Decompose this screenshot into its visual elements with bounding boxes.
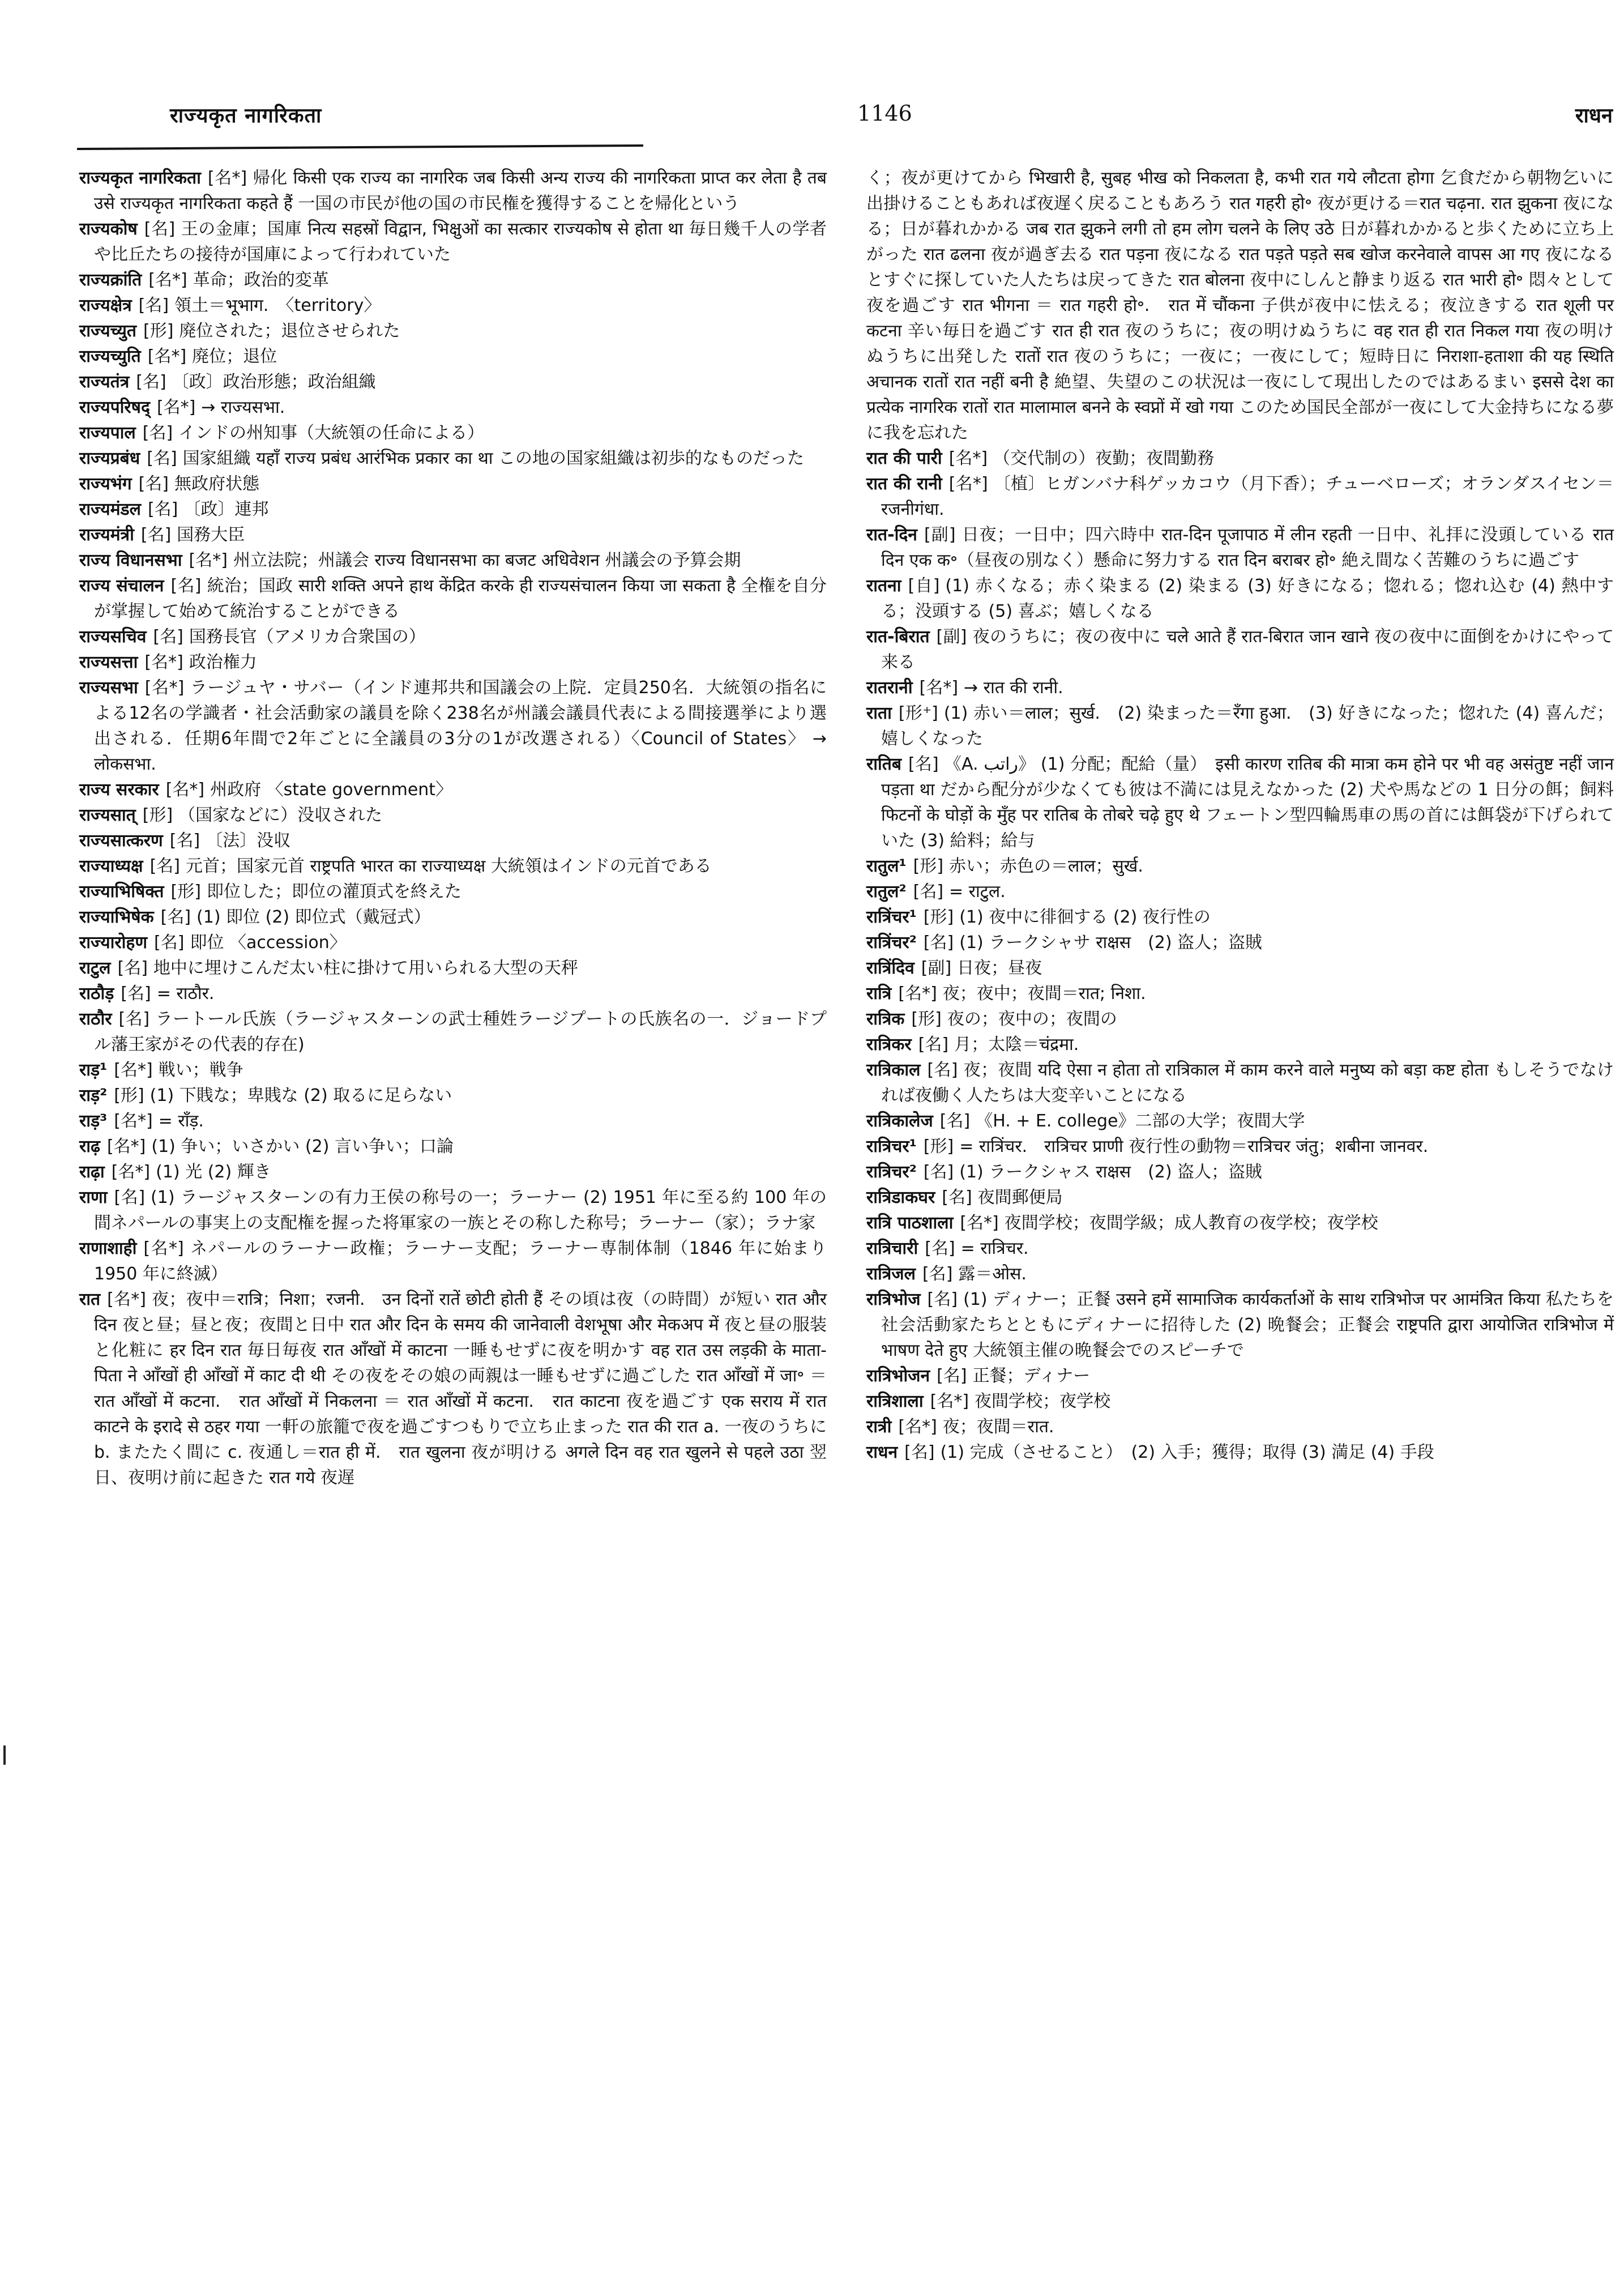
entry-headword: रात्रिकर	[866, 1035, 912, 1055]
entry-headword: रात्री	[866, 1417, 892, 1437]
entry-pos-tag: [名]	[922, 1264, 953, 1284]
dictionary-entry	[79, 293, 827, 318]
right-column	[866, 165, 1614, 2278]
entry-definition: 夜の；夜中の；夜間の	[947, 1009, 1117, 1029]
entry-definition: 露＝ओस.	[958, 1264, 1027, 1284]
entry-headword: राधन	[866, 1442, 898, 1462]
entry-definition: 夜間郵便局	[977, 1188, 1063, 1207]
entry-definition: (1) 光 (2) 輝き	[156, 1162, 271, 1182]
header-guideword-left: राज्यकृत नागरिकता	[170, 104, 322, 127]
entry-pos-tag: [名]	[154, 933, 185, 953]
entry-headword: राज्यमंडल	[79, 500, 141, 519]
dictionary-entry	[79, 879, 827, 904]
dictionary-entry	[866, 1159, 1614, 1185]
entry-pos-tag: [名]	[169, 831, 200, 851]
entry-definition: → राज्यसभा.	[201, 398, 285, 417]
entry-pos-tag: [名]	[918, 1035, 949, 1055]
dictionary-entry	[866, 930, 1614, 955]
entry-headword: राज्यसात्	[79, 805, 136, 825]
dictionary-entry	[79, 471, 827, 497]
entry-pos-tag: [名]	[118, 1009, 150, 1029]
dictionary-entry	[866, 1363, 1614, 1389]
entry-definition: (1) 赤くなる；赤く染まる (2) 染まる (3) 好きになる；惚れる；惚れ込む (4) 熱中する；没頭する (5) 喜ぶ；嬉しくなる	[881, 576, 1614, 621]
dictionary-entry	[79, 1236, 827, 1287]
dictionary-entry	[79, 1185, 827, 1236]
entry-definition: 国務大臣	[177, 525, 245, 545]
entry-headword: राज्याध्यक्ष	[79, 856, 143, 876]
entry-headword: राड़³	[79, 1111, 108, 1131]
dictionary-entry	[866, 446, 1614, 471]
entry-headword: राज्यप्रबंध	[79, 449, 140, 468]
entry-definition: 革命；政治的変革	[193, 270, 329, 290]
entry-definition: → रात की रानी.	[964, 678, 1063, 698]
entry-definition: 夜間学校；夜間学級；成人教育の夜学校；夜学校	[1004, 1213, 1378, 1233]
dictionary-entry	[79, 930, 827, 955]
entry-headword: रात-दिन	[866, 525, 917, 545]
entry-definition: 無政府状態	[174, 474, 260, 494]
page-number: 1146	[857, 101, 912, 126]
entry-definition: (1) ラージャスターンの有力王侯の称号の一；ラーナー (2) 1951 年に至る約 100 年の間ネパールの事実上の支配権を握った将軍家の一族とその称した称号；ラーナー（家）；ラナ家	[94, 1188, 827, 1233]
entry-definition: 〔法〕没収	[206, 831, 291, 851]
dictionary-entry	[866, 1134, 1614, 1159]
entry-definition: (1) 争い；いさかい (2) 言い争い；口論	[151, 1137, 454, 1156]
dictionary-entry	[79, 675, 827, 777]
entry-definition: 戦い；戦争	[158, 1060, 243, 1080]
dictionary-entry	[866, 1287, 1614, 1363]
margin-scan-mark	[3, 1745, 6, 1765]
entry-pos-tag: [副]	[936, 627, 967, 647]
entry-definition: 《H. + E. college》二部の大学；夜間大学	[976, 1111, 1305, 1131]
entry-headword: राज्यक्षेत्र	[79, 296, 132, 315]
dictionary-entry	[79, 1159, 827, 1185]
header-guideword-right: राधन	[1575, 104, 1613, 127]
dictionary-entry	[79, 522, 827, 548]
entry-pos-tag: [名*]	[156, 398, 196, 417]
dictionary-entry	[866, 1236, 1614, 1261]
entry-continuation	[866, 165, 1614, 446]
dictionary-entry	[79, 1057, 827, 1083]
dictionary-entry	[866, 853, 1614, 879]
dictionary-entry	[79, 446, 827, 471]
entry-definition: 地中に埋けこんだ太い柱に掛けて用いられる大型の天秤	[153, 958, 578, 978]
entry-headword: राज्याभिषेक	[79, 907, 154, 927]
dictionary-entry	[866, 981, 1614, 1006]
entry-pos-tag: [形]	[913, 856, 944, 876]
entry-definition: = रात्रिचर.	[960, 1239, 1029, 1258]
entry-headword: राज्यसत्ता	[79, 652, 138, 672]
header-rule	[77, 144, 643, 150]
entry-headword: राज्यच्युत	[79, 321, 136, 341]
entry-pos-tag: [名*]	[165, 780, 205, 800]
dictionary-entry	[79, 955, 827, 981]
dictionary-entry	[79, 420, 827, 446]
dictionary-entry	[79, 828, 827, 853]
entry-definition: (1) ディナー；正餐 उसने हमें सामाजिक कार्यकर्ताओं के साथ रात्रिभोज पर आमंत्रित किया 私たちを社会活動家たちとともにディナーに招待した (2) 晩餐会；正餐会 राष्ट्रपति द्वारा आयोजित रात्रिभोज में भाषण देते हुए 大統領主催の晩餐会でのスピーチで	[881, 1290, 1614, 1360]
entry-headword: रात्रि पाठशाला	[866, 1213, 954, 1233]
dictionary-entry	[79, 1134, 827, 1159]
dictionary-entry	[866, 1261, 1614, 1287]
entry-headword: राज्याभिषिक्त	[79, 882, 164, 902]
entry-pos-tag: [名*]	[898, 1417, 937, 1437]
entry-pos-tag: [名*]	[919, 678, 959, 698]
entry-headword: राढ़ा	[79, 1162, 105, 1182]
entry-definition: 夜；夜中＝रात्रि；निशा；रजनी. उन दिनों रातें छोटी होती हैं その頃は夜（の時間）が短い रात और दिन 夜と昼；昼と夜；夜間と日中 रात और दिन के समय की जानेवाली वेशभूषा और मेकअप में 夜と昼の服装と化粧に हर दिन रात 毎日毎夜 रात आँखों में काटना 一睡もせずに夜を明かす वह रात उस लड़की के माता-पिता ने आँखों ही आँखों में काट दी थी その夜をその娘の両親は一睡もせずに過ごした रात आँखों में जा॰ ＝ रात आँखों में कटना. रात आँखों में निकलना ＝ रात आँखों में कटना. रात काटना 夜を過ごす एक सराय में रात काटने के इरादे से ठहर गया 一軒の旅籠で夜を過ごすつもりで立ち止まった रात की रात a. 一夜のうちに b. またたく間に c. 夜通し＝रात ही में. रात खुलना 夜が明ける अगले दिन वह रात खुलने से पहले उठा 翌日、夜明け前に起きた रात गये 夜遅	[94, 1290, 827, 1488]
dictionary-entry	[79, 853, 827, 879]
entry-definition: ラージュヤ・サバー（インド連邦共和国議会の上院．定員250名．大統領の指名による12名の学識者・社会活動家の議員を除く238名が州議会議員代表による間接選挙により選出される．任期6年間で2年ごとに全議員の3分の1が改選される）〈Council of States〉 → लोकसभा.	[94, 678, 827, 774]
dictionary-entry	[866, 522, 1614, 573]
dictionary-entry	[866, 1440, 1614, 1465]
entry-definition: 政治権力	[189, 652, 257, 672]
entry-headword: राज्यकोष	[79, 219, 138, 239]
entry-pos-tag: [形]	[114, 1086, 144, 1106]
entry-definition: 〔植〕ヒガンバナ科ゲッカコウ（月下香）；チューベローズ；オランダスイセン＝रजनीगंधा.	[881, 474, 1614, 519]
dictionary-entry	[79, 573, 827, 624]
entry-headword: रात्रिक	[866, 1009, 905, 1029]
entry-headword: राणा	[79, 1188, 108, 1207]
entry-definition: 夜；夜間 यदि ऐसा न होता तो रात्रिकाल में काम करने वाले मनुष्य को बड़ा कष्ट होता もしそうでなければ夜働く人たちは大変辛いことになる	[881, 1060, 1614, 1106]
entry-pos-tag: [名*]	[148, 270, 187, 290]
dictionary-entry	[79, 1083, 827, 1108]
entry-headword: राज्य विधानसभा	[79, 550, 182, 570]
entry-definition: = राठौर.	[156, 984, 215, 1004]
entry-headword: रात्रिचर¹	[866, 1137, 917, 1156]
entry-headword: राटुल	[79, 958, 111, 978]
entry-pos-tag: [名*]	[106, 1137, 146, 1156]
entry-definition: く；夜が更けてから भिखारी है, सुबह भीख को निकलता है, कभी रात गये लौटता होगा 乞食だから朝物乞いに出掛けることもあれば夜遅く戻ることもあろう रात गहरी हो॰ 夜が更ける＝रात चढ़ना. रात झुकना 夜になる；日が暮れかかる जब रात झुकने लगी तो हम लोग चलने के लिए उठे 日が暮れかかると歩くために立ち上がった रात ढलना 夜が過ぎ去る रात पड़ना 夜になる रात पड़ते पड़ते सब खोज करनेवाले वापस आ गए 夜になるとすぐに探していた人たちは戻ってきた रात बोलना 夜中にしんと静まり返る रात भारी हो॰ 悶々として夜を過ごす रात भीगना ＝ रात गहरी हो॰. रात में चौंकना 子供が夜中に怯える；夜泣きする रात शूली पर कटना 辛い毎日を過ごす रात ही रात 夜のうちに；夜の明けぬうちに वह रात ही रात निकल गया 夜の明けぬうちに出発した रातों रात 夜のうちに；一夜に；一夜にして；短時日に निराशा-हताशा की यह स्थिति अचानक रातों रात नहीं बनी है 絶望、失望のこの状況は一夜にして現出したのではあるまい इससे देश का प्रत्येक नागरिक रातों रात मालामाल बनने के स्वप्नों में खो गया このため国民全部が一夜にして大金持ちになる夢に我を忘れた	[866, 168, 1614, 443]
entry-pos-tag: [名]	[117, 958, 148, 978]
entry-headword: रात्रिंचर²	[866, 933, 917, 953]
entry-pos-tag: [名]	[138, 296, 169, 315]
entry-headword: राठौर	[79, 1009, 112, 1029]
entry-pos-tag: [名]	[942, 1188, 972, 1207]
entry-pos-tag: [名]	[149, 856, 180, 876]
entry-headword: राज्य सरकार	[79, 780, 159, 800]
entry-headword: राज्यसात्करण	[79, 831, 163, 851]
entry-definition: = राँड़.	[158, 1111, 204, 1131]
entry-headword: रात	[79, 1290, 101, 1309]
dictionary-entry	[866, 955, 1614, 981]
entry-headword: रात्रिडाकघर	[866, 1188, 935, 1207]
entry-definition: (1) ラークシャサ राक्षस (2) 盗人；盗賊	[959, 933, 1263, 953]
entry-headword: राज्यकृत नागरिकता	[79, 168, 201, 188]
entry-definition: (1) 完成（させること） (2) 入手；獲得；取得 (3) 満足 (4) 手段	[940, 1442, 1434, 1462]
entry-pos-tag: [自]	[908, 576, 940, 596]
entry-headword: राढ़	[79, 1137, 100, 1156]
entry-pos-tag: [名]	[170, 576, 202, 596]
dictionary-entry	[79, 1108, 827, 1134]
entry-pos-tag: [形]	[143, 321, 174, 341]
entry-pos-tag: [形]	[923, 1137, 954, 1156]
dictionary-entry	[866, 624, 1614, 675]
entry-definition: 帰化 किसी एक राज्य का नागरिक जब किसी अन्य राज्य की नागरिकता प्राप्त कर लेता है तब उसे राज्यकृत नागरिकता कहते हैं 一国の市民が他の国の市民権を獲得することを帰化という	[94, 168, 827, 214]
entry-pos-tag: [名*]	[207, 168, 247, 188]
entry-pos-tag: [名]	[147, 449, 177, 468]
entry-pos-tag: [名]	[925, 1239, 955, 1258]
entry-definition: 日夜；一日中；四六時中 रात-दिन पूजापाठ में लीन रहती 一日中、礼拝に没頭している रात दिन एक क॰（昼夜の別なく）懸命に努力する रात दिन बराबर हो॰ 絶え間なく苦難のうちに過ごす	[881, 525, 1614, 570]
entry-headword: रात्रि	[866, 984, 892, 1004]
dictionary-entry	[866, 904, 1614, 930]
entry-pos-tag: [名*]	[114, 1060, 153, 1080]
entry-definition: 夜間学校；夜学校	[975, 1392, 1111, 1411]
entry-definition: = राटुल.	[949, 882, 1006, 902]
entry-headword: रात्रिंदिव	[866, 958, 914, 978]
entry-definition: 月；太陰＝चंद्रमा.	[954, 1035, 1079, 1055]
entry-pos-tag: [名]	[142, 423, 173, 443]
entry-pos-tag: [名]	[147, 500, 178, 519]
entry-headword: राज्यभंग	[79, 474, 132, 494]
entry-headword: रात्रिचर²	[866, 1162, 917, 1182]
entry-pos-tag: [名*]	[111, 1162, 151, 1182]
running-header	[170, 101, 1613, 129]
entry-pos-tag: [名]	[153, 627, 183, 647]
entry-pos-tag: [名*]	[144, 678, 185, 698]
dictionary-entry	[79, 803, 827, 828]
entry-pos-tag: [名*]	[898, 984, 937, 1004]
entry-definition: （交代制の）夜勤；夜間勤務	[993, 449, 1215, 468]
entry-definition: 州政府 〈state government〉	[210, 780, 453, 800]
dictionary-entry	[866, 573, 1614, 624]
dictionary-entry	[79, 267, 827, 293]
dictionary-entry	[79, 624, 827, 650]
entry-headword: रात-बिरात	[866, 627, 930, 647]
entry-definition: 即位 〈accession〉	[190, 933, 347, 953]
entry-definition: (1) 赤い＝लाल；सुर्ख. (2) 染まった＝रँगा हुआ. (3) 好きになった；惚れた (4) 喜んだ；嬉しくなった	[881, 703, 1614, 749]
entry-definition: 統治；国政 सारी शक्ति अपने हाथ केंद्रित करके ही राज्यसंचालन किया जा सकता है 全権を自分が掌握して始めて統治することができる	[94, 576, 827, 621]
dictionary-entry	[79, 216, 827, 267]
dictionary-entry	[866, 471, 1614, 522]
entry-headword: रात्रिचारी	[866, 1239, 918, 1258]
entry-headword: रात्रिभोजन	[866, 1366, 930, 1386]
entry-pos-tag: [副]	[921, 958, 952, 978]
entry-headword: राज्यतंत्र	[79, 372, 130, 392]
dictionary-entry	[866, 1185, 1614, 1210]
entry-definition: 夜；夜中；夜間＝रात; निशा.	[942, 984, 1146, 1004]
entry-definition: 〔政〕政治形態；政治組織	[172, 372, 376, 392]
entry-pos-tag: [名]	[121, 984, 151, 1004]
entry-headword: राज्यारोहण	[79, 933, 148, 953]
entry-pos-tag: [名]	[927, 1290, 958, 1309]
entry-definition: (1) 夜中に徘徊する (2) 夜行性の	[959, 907, 1211, 927]
entry-definition: 《A. راتب》 (1) 分配；配給（量） इसी कारण रातिब की मात्रा कम होने पर भी वह असंतुष्ट नहीं जान पड़ता था だから配分が少なくても彼は不満には見えなかった (2) 犬や馬などの 1 日分の餌；飼料 फिटनों के घोड़ों के मुँह पर रातिब के तोबरे चढ़े हुए थे フェートン型四輪馬車の馬の首には餌袋が下げられていた (3) 給料；給与	[881, 754, 1614, 851]
entry-headword: राड़²	[79, 1086, 108, 1106]
entry-pos-tag: [名*]	[960, 1213, 999, 1233]
entry-pos-tag: [名*]	[189, 550, 228, 570]
entry-definition: 廃位された；退位させられた	[179, 321, 400, 341]
dictionary-entry	[866, 675, 1614, 701]
entry-pos-tag: [名*]	[144, 652, 183, 672]
entry-headword: रात्रिंचर¹	[866, 907, 917, 927]
entry-headword: राज्यपरिषद्	[79, 398, 150, 417]
dictionary-entry	[866, 879, 1614, 904]
entry-headword: राज्य संचालन	[79, 576, 164, 596]
entry-headword: रातिब	[866, 754, 902, 774]
dictionary-entry	[79, 1287, 827, 1491]
entry-pos-tag: [名]	[923, 933, 954, 953]
entry-headword: राज्यसभा	[79, 678, 138, 698]
entry-headword: राणाशाही	[79, 1239, 137, 1258]
dictionary-entry	[866, 1108, 1614, 1134]
entry-pos-tag: [名]	[937, 1366, 967, 1386]
entry-pos-tag: [名]	[927, 1060, 958, 1080]
dictionary-entry	[79, 395, 827, 420]
entry-pos-tag: [名*]	[107, 1290, 146, 1309]
dictionary-entry	[79, 318, 827, 344]
entry-headword: रात्रिकालेज	[866, 1111, 933, 1131]
dictionary-entry	[866, 1414, 1614, 1440]
entry-pos-tag: [名]	[136, 372, 166, 392]
entry-headword: रात्रिभोज	[866, 1290, 921, 1309]
entry-pos-tag: [名*]	[948, 474, 988, 494]
dictionary-entry	[79, 777, 827, 803]
entry-headword: राज्यमंत्री	[79, 525, 134, 545]
dictionary-entry	[866, 1057, 1614, 1108]
entry-headword: रातुल²	[866, 882, 907, 902]
entry-headword: रातना	[866, 576, 901, 596]
entry-pos-tag: [名]	[923, 1162, 954, 1182]
dictionary-entry	[866, 1032, 1614, 1057]
entry-definition: インドの州知事（大統領の任命による）	[178, 423, 485, 443]
entry-definition: ネパールのラーナー政権；ラーナー支配；ラーナー専制体制（1846 年に始まり 1950 年に終滅）	[94, 1239, 827, 1284]
dictionary-entry	[866, 701, 1614, 752]
dictionary-entry	[79, 650, 827, 675]
entry-headword: राज्यक्रांति	[79, 270, 142, 290]
entry-definition: (1) 下賎な；卑賎な (2) 取るに足らない	[149, 1086, 452, 1106]
entry-headword: राज्यच्युति	[79, 347, 141, 366]
dictionary-entry	[79, 1006, 827, 1057]
entry-pos-tag: [形]	[142, 805, 173, 825]
entry-definition: 赤い；赤色の＝लाल；सुर्ख.	[949, 856, 1143, 876]
entry-definition: (1) 即位 (2) 即位式（戴冠式）	[196, 907, 431, 927]
dictionary-entry	[79, 165, 827, 216]
entry-pos-tag: [名]	[160, 907, 191, 927]
entry-headword: राज्यसचिव	[79, 627, 147, 647]
entry-pos-tag: [名]	[140, 525, 172, 545]
entry-headword: राठौड़	[79, 984, 114, 1004]
entry-pos-tag: [名]	[913, 882, 944, 902]
entry-pos-tag: [形]	[911, 1009, 942, 1029]
dictionary-entry	[866, 1389, 1614, 1414]
entry-pos-tag: [名*]	[948, 449, 988, 468]
entry-definition: 正餐；ディナー	[972, 1366, 1091, 1386]
entry-pos-tag: [名]	[114, 1188, 146, 1207]
entry-headword: रातरानी	[866, 678, 913, 698]
entry-headword: रात की पारी	[866, 449, 942, 468]
dictionary-entry	[79, 369, 827, 395]
entry-pos-tag: [名*]	[930, 1392, 969, 1411]
entry-definition: 夜のうちに；夜の夜中に चले आते हैं रात-बिरात जान खाने 夜の夜中に面倒をかけにやって来る	[881, 627, 1614, 672]
entry-headword: राज्यपाल	[79, 423, 136, 443]
dictionary-entry	[866, 1006, 1614, 1032]
entry-definition: = रात्रिंचर. रात्रिचर प्राणी 夜行性の動物＝रात्रिचर जंतु；शबीना जानवर.	[959, 1137, 1429, 1156]
entry-definition: 日夜；昼夜	[957, 958, 1042, 978]
entry-definition: 国務長官（アメリカ合衆国の）	[189, 627, 426, 647]
dictionary-entry	[866, 752, 1614, 853]
entry-definition: 夜；夜間＝रात.	[942, 1417, 1054, 1437]
entry-definition: 即位した；即位の灌頂式を終えた	[206, 882, 461, 902]
entry-pos-tag: [副]	[924, 525, 956, 545]
entry-headword: रात्रिजल	[866, 1264, 916, 1284]
entry-pos-tag: [名]	[138, 474, 169, 494]
entry-pos-tag: [名]	[939, 1111, 971, 1131]
dictionary-entry	[79, 344, 827, 369]
two-column-body	[79, 165, 1614, 2278]
entry-definition: 国家組織 यहाँ राज्य प्रबंध आरंभिक प्रकार का था この地の国家組織は初歩的なものだった	[182, 449, 805, 468]
dictionary-entry	[79, 981, 827, 1006]
dictionary-entry	[79, 497, 827, 522]
entry-headword: रात्रिशाला	[866, 1392, 924, 1411]
entry-pos-tag: [名*]	[147, 347, 187, 366]
entry-definition: 領土＝भूभाग. 〈territory〉	[174, 296, 381, 315]
entry-definition: 王の金庫；国庫 नित्य सहस्रों विद्वान, भिक्षुओं का सत्कार राज्यकोष से होता था 毎日幾千人の学者や比丘たちの接待が国庫によって行われていた	[94, 219, 827, 264]
dictionary-entry	[79, 548, 827, 573]
entry-definition: ラートール氏族（ラージャスターンの武士種姓ラージプートの氏族名の一．ジョードプル藩王家がその代表的存在)	[94, 1009, 827, 1055]
entry-headword: राता	[866, 703, 892, 723]
entry-definition: 廃位；退位	[192, 347, 277, 366]
entry-definition: 州立法院；州議会 राज्य विधानसभा का बजट अधिवेशन 州議会の予算会期	[233, 550, 741, 570]
entry-headword: राड़¹	[79, 1060, 108, 1080]
dictionary-entry	[866, 1210, 1614, 1236]
entry-definition: 〔政〕連邦	[183, 500, 269, 519]
dictionary-entry	[79, 904, 827, 930]
entry-headword: रात की रानी	[866, 474, 942, 494]
entry-pos-tag: [形]	[923, 907, 954, 927]
entry-pos-tag: [形]	[170, 882, 201, 902]
entry-pos-tag: [名]	[144, 219, 176, 239]
entry-definition: （国家などに）没収された	[178, 805, 383, 825]
entry-pos-tag: [名]	[908, 754, 939, 774]
entry-definition: 元首；国家元首 राष्ट्रपति भारत का राज्याध्यक्ष 大統領はインドの元首である	[185, 856, 712, 876]
entry-pos-tag: [名*]	[143, 1239, 184, 1258]
entry-definition: (1) ラークシャス राक्षस (2) 盗人；盗賊	[959, 1162, 1263, 1182]
entry-pos-tag: [形⁺]	[898, 703, 938, 723]
entry-headword: रात्रिकाल	[866, 1060, 921, 1080]
entry-pos-tag: [名]	[904, 1442, 935, 1462]
entry-headword: रातुल¹	[866, 856, 907, 876]
left-column	[79, 165, 827, 2278]
entry-pos-tag: [名*]	[114, 1111, 153, 1131]
